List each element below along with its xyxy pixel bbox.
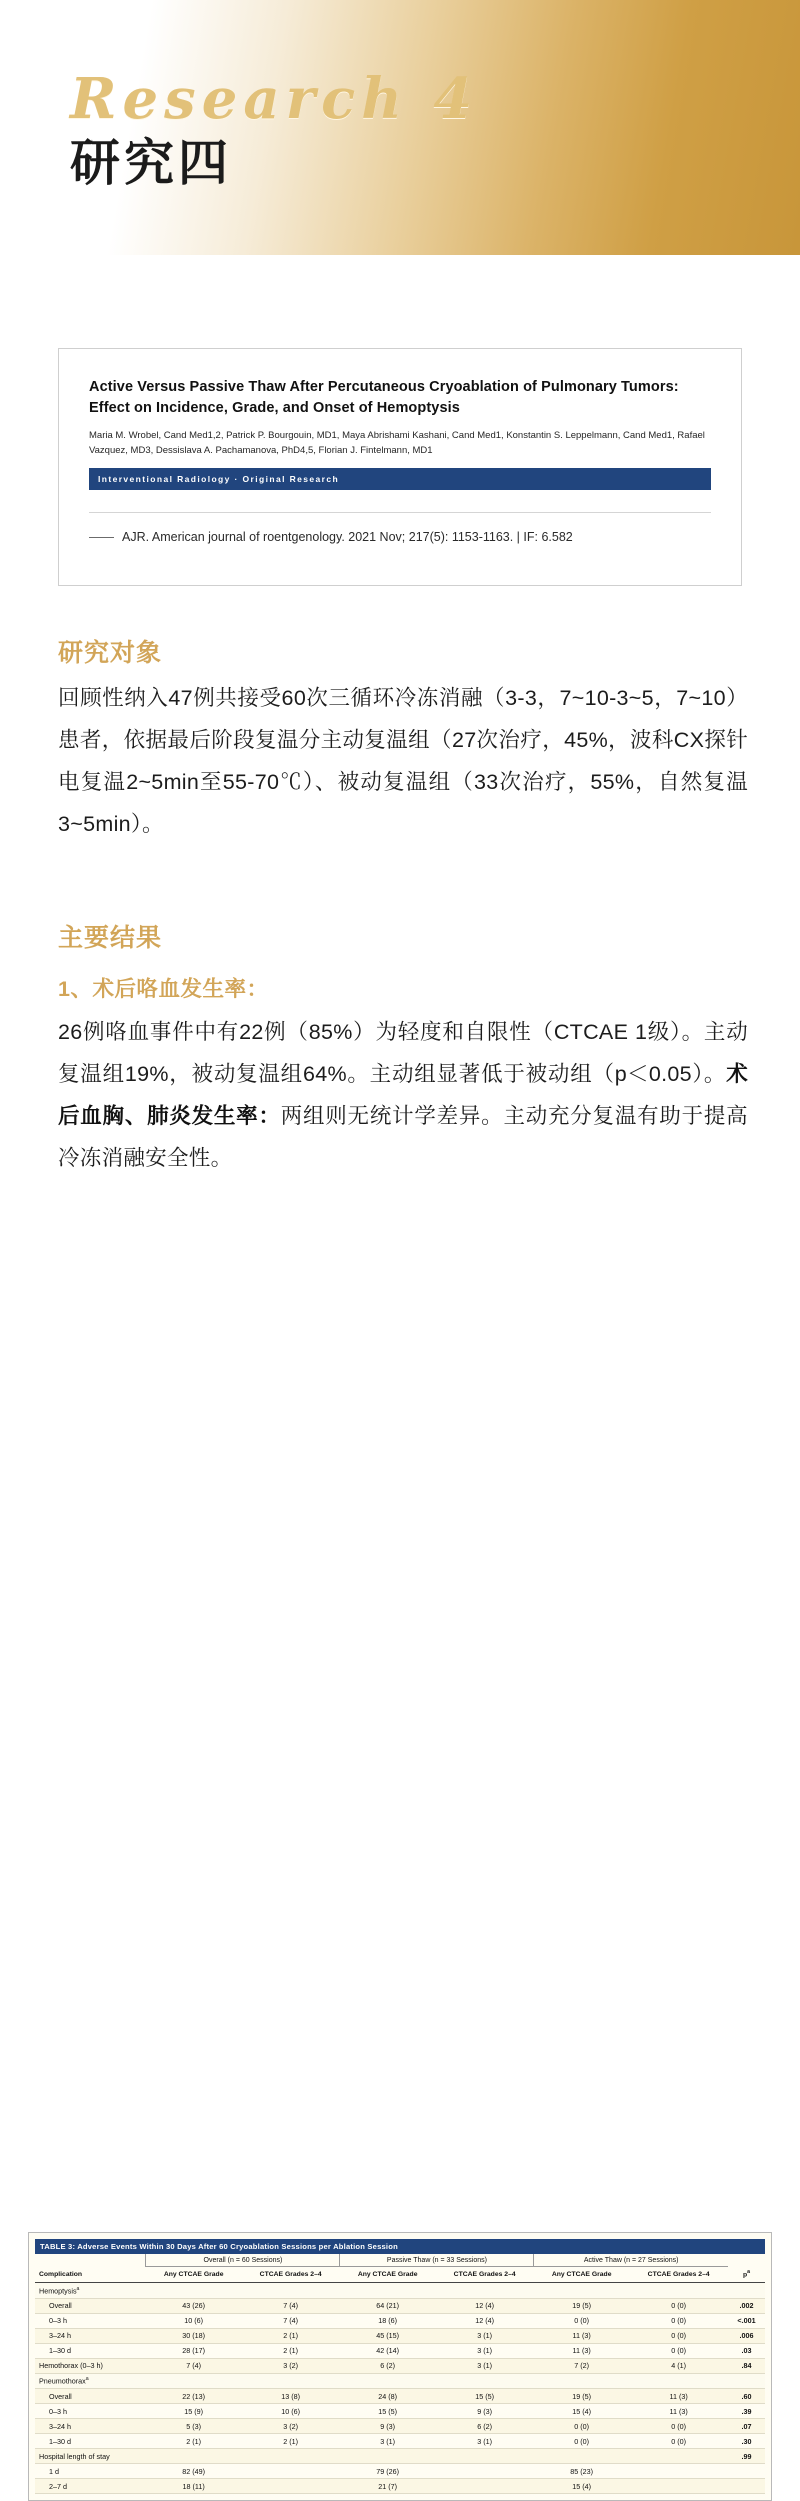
table-figure [28,2232,772,2501]
table-cell: 3 (1) [435,2358,534,2373]
table-cell-p [728,2464,765,2479]
table-cell [435,2283,534,2298]
table-caption-row [35,2239,765,2254]
table-row-label: 2–7 d [35,2479,146,2494]
table-cell-p: .60 [728,2389,765,2404]
group-header-p-spacer [728,2254,765,2267]
table-cell-p: .99 [728,2449,765,2464]
table-cell: 9 (3) [340,2419,435,2434]
table-cell [534,2449,629,2464]
table-cell: 0 (0) [629,2298,728,2313]
table-cell-p [728,2479,765,2494]
journal-section-strip: Interventional Radiology · Original Research [89,468,711,490]
subheader-passive-grades: CTCAE Grades 2–4 [435,2267,534,2283]
table-cell [629,2479,728,2494]
table-row [35,2313,765,2328]
subheader-complication: Complication [35,2267,146,2283]
table-cell [435,2373,534,2388]
table-cell [146,2373,241,2388]
table-cell: 22 (13) [146,2389,241,2404]
table-cell: 18 (6) [340,2313,435,2328]
table-cell: 10 (6) [146,2313,241,2328]
table-cell: 4 (1) [629,2358,728,2373]
table-cell: 15 (9) [146,2404,241,2419]
table-cell [241,2479,340,2494]
heading-main-results: 主要结果 [58,923,163,952]
table-cell [629,2283,728,2298]
table-cell-p: .30 [728,2434,765,2449]
table-cell [340,2373,435,2388]
heading-study-subjects: 研究对象 [58,638,163,667]
table-cell: 79 (26) [340,2464,435,2479]
table-body [35,2283,765,2494]
table-row-label: Pneumothorax$^a$ [35,2373,146,2388]
table-row-label: 3–24 h [35,2328,146,2343]
table-cell: 0 (0) [534,2434,629,2449]
table-cell: 0 (0) [629,2328,728,2343]
table-cell: 43 (26) [146,2298,241,2313]
table-cell: 12 (4) [435,2313,534,2328]
adverse-events-table [35,2239,765,2494]
table-cell [534,2283,629,2298]
table-row [35,2479,765,2494]
table-cell [340,2449,435,2464]
table-row [35,2298,765,2313]
table-cell: 11 (3) [629,2404,728,2419]
table-row [35,2343,765,2358]
table-row-label: 1 d [35,2464,146,2479]
table-cell: 30 (18) [146,2328,241,2343]
table-cell: 6 (2) [340,2358,435,2373]
table-cell [435,2449,534,2464]
table-cell: 64 (21) [340,2298,435,2313]
table-cell: 3 (2) [241,2358,340,2373]
table-cell: 19 (5) [534,2298,629,2313]
subheader-p-value: $p^a$ [728,2267,765,2283]
table-cell: 13 (8) [241,2389,340,2404]
table-cell: 0 (0) [629,2343,728,2358]
table-cell-p [728,2373,765,2388]
table-row [35,2404,765,2419]
table-cell [435,2464,534,2479]
table-cell: 0 (0) [534,2419,629,2434]
table-cell [629,2464,728,2479]
table-cell: 11 (3) [534,2343,629,2358]
table-cell: 10 (6) [241,2404,340,2419]
table-cell: 28 (17) [146,2343,241,2358]
banner-chinese-title: 研究四 [70,132,232,192]
page-banner [0,0,800,255]
table-row-label: Hospital length of stay [35,2449,146,2464]
table-cell: 7 (4) [146,2358,241,2373]
table-cell: 3 (1) [435,2434,534,2449]
group-header-passive: Passive Thaw (n = 33 Sessions) [340,2254,534,2267]
table-cell [629,2373,728,2388]
table-row-label: Overall [35,2298,146,2313]
table-cell: 24 (8) [340,2389,435,2404]
paragraph-study-subjects: 回顾性纳入47例共接受60次三循环冷冻消融（3-3，7~10-3~5，7~10）患者，依据最后阶段复温分主动复温组（27次治疗，45%，波科CX探针电复温2~5min至55-70℃）、被动复温组（33次治疗，55%，自然复温3~5min）。 [58,686,748,836]
subheader-overall-any: Any CTCAE Grade [146,2267,241,2283]
table-row [35,2389,765,2404]
table-cell: 15 (4) [534,2479,629,2494]
journal-reference [89,527,711,548]
subheading-hemoptysis-rate: 1、术后咯血发生率： [58,977,269,1001]
table-row [35,2464,765,2479]
table-cell: 3 (1) [435,2343,534,2358]
table-cell: 2 (1) [146,2434,241,2449]
table-cell: 0 (0) [629,2434,728,2449]
table-cell: 2 (1) [241,2328,340,2343]
article-title: Active Versus Passive Thaw After Percutaneous Cryoablation of Pulmonary Tumors: Effect on Incidence, Grade, and Onset of Hemoptysis [89,379,679,417]
table-group-header-row [35,2254,765,2267]
table-row-label: 1–30 d [35,2434,146,2449]
table-row [35,2283,765,2298]
table-row-label: Overall [35,2389,146,2404]
group-header-overall: Overall (n = 60 Sessions) [146,2254,340,2267]
table-caption: TABLE 3: Adverse Events Within 30 Days After 60 Cryoablation Sessions per Ablation Session [35,2239,765,2254]
table-cell [241,2283,340,2298]
table-cell: 15 (5) [340,2404,435,2419]
table-cell: 2 (1) [241,2434,340,2449]
table-cell-p: .39 [728,2404,765,2419]
table-row [35,2449,765,2464]
subheader-active-grades: CTCAE Grades 2–4 [629,2267,728,2283]
table-cell [629,2449,728,2464]
table-cell: 19 (5) [534,2389,629,2404]
table-cell-p: .84 [728,2358,765,2373]
table-cell: 0 (0) [629,2313,728,2328]
result-1-bold-lead: 术后血胸、肺炎发生率： [58,1061,748,1128]
table-cell: 2 (1) [241,2343,340,2358]
article-authors: Maria M. Wrobel, Cand Med1,2, Patrick P. Bourgouin, MD1, Maya Abrishami Kashani, Cand Med1, Konstantin S. Leppelmann, Cand Med1, Rafael Vazquez, MD3, Dessislava A. Pachamanova, PhD4,5, Florian J. Fintelmann, MD1 [89,430,705,456]
table-cell-p: .006 [728,2328,765,2343]
table-row [35,2434,765,2449]
table-row-label: 3–24 h [35,2419,146,2434]
table-cell: 11 (3) [534,2328,629,2343]
table-cell [534,2373,629,2388]
table-row-label: Hemothorax (0–3 h) [35,2358,146,2373]
citation-card [58,348,742,586]
result-1-text-a: 26例咯血事件中有22例（85%）为轻度和自限性（CTCAE 1级）。主动复温组19%，被动复温组64%。主动组显著低于被动组（p＜0.05）。 [58,1020,748,1086]
banner-script-title: Research 4 [70,66,479,132]
table-cell: 42 (14) [340,2343,435,2358]
table-cell: 45 (15) [340,2328,435,2343]
table-cell: 15 (5) [435,2389,534,2404]
table-row-label: 1–30 d [35,2343,146,2358]
table-cell-p [728,2283,765,2298]
table-cell: 3 (1) [340,2434,435,2449]
table-cell: 15 (4) [534,2404,629,2419]
table-cell [435,2479,534,2494]
table-cell: 12 (4) [435,2298,534,2313]
table-cell-p: .002 [728,2298,765,2313]
table-cell: 11 (3) [629,2389,728,2404]
group-header-active: Active Thaw (n = 27 Sessions) [534,2254,728,2267]
subheader-overall-grades: CTCAE Grades 2–4 [241,2267,340,2283]
table-cell [340,2283,435,2298]
table-cell: 7 (4) [241,2313,340,2328]
table-cell: 5 (3) [146,2419,241,2434]
subheader-active-any: Any CTCAE Grade [534,2267,629,2283]
table-cell-p: <.001 [728,2313,765,2328]
table-row [35,2358,765,2373]
group-header-spacer [35,2254,146,2267]
table-cell: 18 (11) [146,2479,241,2494]
table-row [35,2419,765,2434]
table-cell [241,2373,340,2388]
table-cell: 3 (2) [241,2419,340,2434]
table-row-label: 0–3 h [35,2313,146,2328]
table-cell [146,2449,241,2464]
table-subheader-row [35,2267,765,2283]
table-row-label: 0–3 h [35,2404,146,2419]
banner-text-block [70,66,479,192]
table-cell: 0 (0) [534,2313,629,2328]
table-cell: 0 (0) [629,2419,728,2434]
table-row [35,2328,765,2343]
table-cell: 21 (7) [340,2479,435,2494]
table-cell: 7 (4) [241,2298,340,2313]
table-cell: 7 (2) [534,2358,629,2373]
reference-text: AJR. American journal of roentgenology. 2021 Nov; 217(5): 1153-1163. | IF: 6.582 [122,530,573,545]
subheader-passive-any: Any CTCAE Grade [340,2267,435,2283]
card-divider [89,512,711,513]
table-cell-p: .07 [728,2419,765,2434]
table-row [35,2373,765,2388]
table-cell: 85 (23) [534,2464,629,2479]
table-cell-p: .03 [728,2343,765,2358]
result-1-text-b: 两组则无统计学差异。主动充分复温有助于提高冷冻消融安全性。 [58,1103,748,1170]
table-cell: 9 (3) [435,2404,534,2419]
table-row-label: Hemoptysis$^a$ [35,2283,146,2298]
table-cell [146,2283,241,2298]
reference-dash: —— [89,530,114,545]
paragraph-result-1 [58,1012,748,1180]
table-cell: 3 (1) [435,2328,534,2343]
table-cell: 6 (2) [435,2419,534,2434]
table-cell [241,2449,340,2464]
table-cell: 82 (49) [146,2464,241,2479]
table-cell [241,2464,340,2479]
